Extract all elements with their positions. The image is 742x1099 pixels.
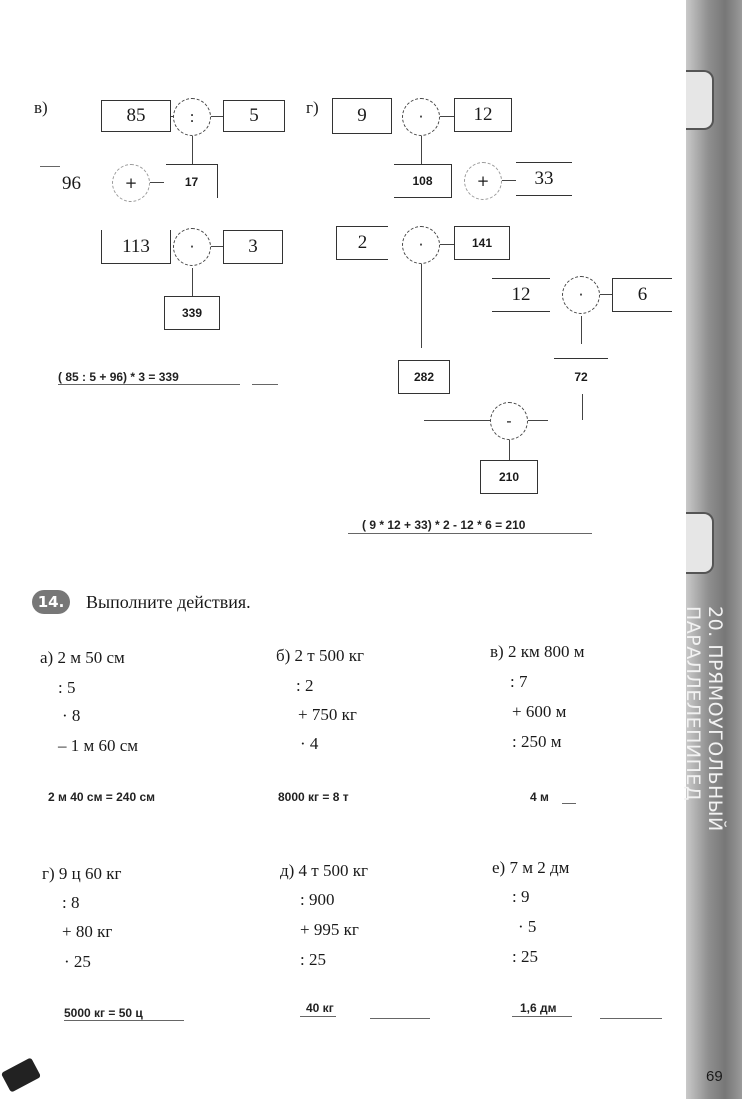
box-v-85: 85 [101, 100, 171, 132]
connector [600, 1018, 662, 1019]
op-g-plus: + [464, 162, 502, 200]
task-title: Выполните действия. [86, 592, 251, 612]
exercise-v-step-2: + 600 м [512, 702, 567, 721]
result-g-108: 108 [394, 164, 452, 198]
exercise-b-answer: 8000 кг = 8 т [278, 790, 349, 804]
connector [150, 182, 164, 183]
task-number-badge: 14. [32, 590, 70, 614]
result-g-282: 282 [398, 360, 450, 394]
connector [440, 244, 454, 245]
exercise-g-label: г) 9 ц 60 кг [42, 864, 122, 883]
answer-v: ( 85 : 5 + 96) * 3 = 339 [58, 370, 179, 384]
connector [64, 1020, 184, 1021]
exercise-v-step-1: : 7 [510, 672, 528, 691]
chapter-tab-top [686, 70, 714, 130]
exercise-d-step-3: : 25 [300, 950, 326, 969]
connector [562, 803, 576, 804]
exercise-b-step-2: + 750 кг [298, 705, 357, 724]
op-g-minus: - [490, 402, 528, 440]
connector [252, 384, 278, 385]
box-v-113: 113 [101, 230, 171, 264]
exercise-e-step-1: : 9 [512, 887, 530, 906]
exercise-g-step-1: : 8 [62, 893, 80, 912]
exercise-g-answer: 5000 кг = 50 ц [64, 1006, 143, 1020]
exercise-e-step-2: · 5 [518, 917, 537, 936]
op-g-multiply-1: · [402, 98, 440, 136]
exercise-a-answer: 2 м 40 см = 240 см [48, 790, 156, 804]
exercise-b-label: б) 2 т 500 кг [276, 646, 364, 665]
connector [192, 136, 193, 164]
box-g-6: 6 [612, 278, 672, 312]
exercise-v-step-3: : 250 м [512, 732, 562, 751]
op-g-multiply-3: · [562, 276, 600, 314]
connector [582, 394, 583, 420]
exercise-b-step-3: · 4 [300, 734, 319, 753]
connector [502, 180, 516, 181]
box-g-2: 2 [336, 226, 388, 260]
op-v-multiply: · [173, 228, 211, 266]
problem-v-label: в) [34, 98, 48, 117]
connector [348, 533, 592, 534]
connector [370, 1018, 430, 1019]
box-g-9: 9 [332, 98, 392, 134]
chapter-title: 20. ПРЯМОУГОЛЬНЫЙ ПАРАЛЛЕЛЕПИПЕД [682, 606, 726, 832]
exercise-v-answer: 4 м [530, 790, 549, 804]
connector [424, 420, 490, 421]
box-v-3: 3 [223, 230, 283, 264]
connector [40, 166, 60, 167]
result-v-17: 17 [166, 164, 218, 198]
connector [58, 384, 240, 385]
connector [509, 440, 510, 460]
result-g-210: 210 [480, 460, 538, 494]
chapter-tab-bottom [686, 512, 714, 574]
exercise-b-step-1: : 2 [296, 676, 314, 695]
connector [581, 316, 582, 344]
connector [528, 420, 548, 421]
exercise-v-label: в) 2 км 800 м [490, 642, 585, 661]
exercise-e-answer: 1,6 дм [520, 1001, 557, 1015]
op-g-multiply-2: · [402, 226, 440, 264]
connector [421, 264, 422, 348]
connector [421, 136, 422, 164]
answer-g: ( 9 * 12 + 33) * 2 - 12 * 6 = 210 [362, 518, 526, 532]
exercise-g-step-2: + 80 кг [62, 922, 113, 941]
page-number: 69 [706, 1068, 723, 1085]
connector [211, 246, 223, 247]
result-g-141: 141 [454, 226, 510, 260]
publisher-logo-icon [1, 1057, 41, 1092]
box-v-5: 5 [223, 100, 285, 132]
exercise-a-label: а) 2 м 50 см [40, 648, 125, 667]
exercise-e-step-3: : 25 [512, 947, 538, 966]
exercise-d-step-2: + 995 кг [300, 920, 359, 939]
exercise-d-step-1: : 900 [300, 890, 335, 909]
box-g-33: 33 [516, 162, 572, 196]
exercise-a-step-1: : 5 [58, 678, 76, 697]
exercise-d-label: д) 4 т 500 кг [280, 861, 368, 880]
exercise-e-label: е) 7 м 2 дм [492, 858, 570, 877]
connector [300, 1016, 336, 1017]
connector [211, 116, 223, 117]
exercise-d-answer: 40 кг [306, 1001, 334, 1015]
exercise-g-step-3: · 25 [64, 952, 91, 971]
op-v-divide: : [173, 98, 211, 136]
connector [512, 1016, 572, 1017]
box-g-12b: 12 [492, 278, 550, 312]
problem-g-label: г) [306, 98, 319, 117]
result-v-339: 339 [164, 296, 220, 330]
exercise-a-step-2: · 8 [62, 706, 81, 725]
connector [192, 268, 193, 296]
connector [600, 294, 612, 295]
exercise-a-step-3: – 1 м 60 см [58, 736, 139, 755]
box-g-12: 12 [454, 98, 512, 132]
result-g-72: 72 [554, 358, 608, 394]
op-v-plus: + [112, 164, 150, 202]
value-v-96: 96 [62, 173, 81, 194]
connector [440, 116, 454, 117]
